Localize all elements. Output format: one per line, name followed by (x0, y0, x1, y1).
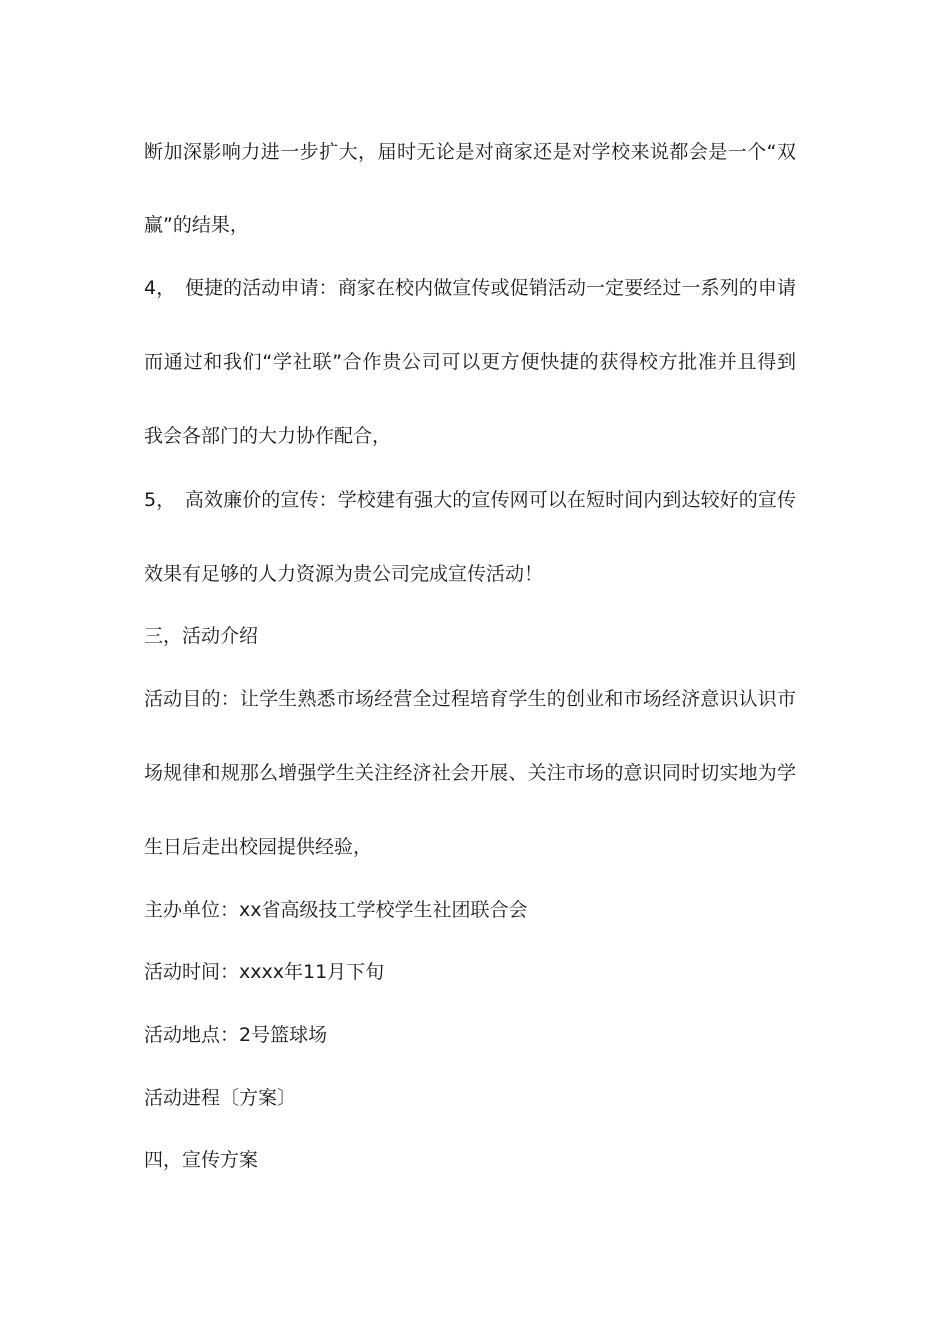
event-location-line: 活动地点：2号篮球场 (144, 1024, 328, 1046)
paragraph-line: 效果有足够的人力资源为贵公司完成宣传活动！ (144, 563, 544, 585)
paragraph-line: 赢”的结果， (144, 214, 249, 236)
paragraph-line: 断加深影响力进一步扩大，届时无论是对商家还是对学校来说都会是一个“双 (144, 141, 796, 163)
paragraph-line: 生日后走出校园提供经验， (144, 836, 373, 858)
section-heading: 三，活动介绍 (144, 625, 259, 647)
paragraph-line: 而通过和我们“学社联”合作贵公司可以更方便快捷的获得校方批准并且得到 (144, 351, 796, 373)
event-time-line: 活动时间：xxxx年11月下旬 (144, 961, 385, 983)
paragraph-line: 场规律和规那么增强学生关注经济社会开展、关注市场的意识同时切实地为学 (144, 762, 796, 784)
paragraph-line: 我会各部门的大力协作配合， (144, 425, 392, 447)
list-item-4-line: 4， 便捷的活动申请：商家在校内做宣传或促销活动一定要经过一系列的申请 (144, 277, 796, 299)
paragraph-line: 活动目的：让学生熟悉市场经营全过程培育学生的创业和市场经济意识认识市 (144, 688, 796, 710)
organizer-line: 主办单位：xx省高级技工学校学生社团联合会 (144, 899, 528, 921)
event-process-line: 活动进程〔方案〕 (144, 1087, 297, 1109)
section-heading: 四，宣传方案 (144, 1149, 259, 1171)
list-item-5-line: 5， 高效廉价的宣传：学校建有强大的宣传网可以在短时间内到达较好的宣传 (144, 489, 796, 511)
